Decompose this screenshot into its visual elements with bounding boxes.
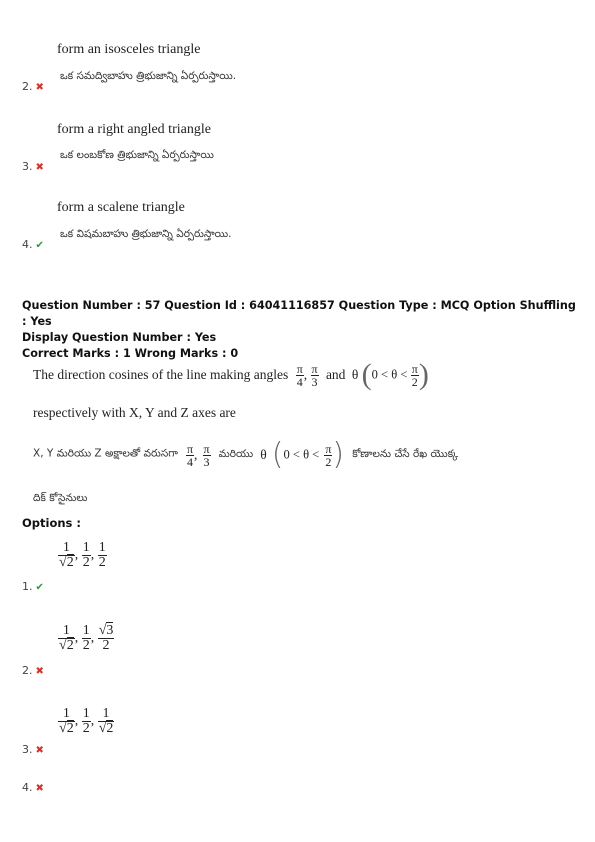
frac-1-root2: $\frac{1}{√2}$ — [59, 706, 74, 736]
frac-pi-3: $\frac{\pi}{3}$ — [311, 361, 318, 389]
frac-pi-4: $\frac{\pi}{4}$ — [296, 361, 303, 389]
option-number: 2. — [22, 80, 33, 93]
option-number: 1. — [22, 580, 33, 593]
frac-1-2: $\frac{1}{2}$ — [82, 623, 90, 653]
frac-pi-2-te: $\frac{\pi}{2}$ — [325, 441, 332, 469]
option-number: 4. — [22, 781, 33, 794]
prev-option-3-number — [22, 160, 44, 173]
frac-pi-3-te: $\frac{\pi}{3}$ — [203, 441, 210, 469]
frac-1-2: $\frac{1}{2}$ — [98, 540, 106, 570]
question-meta — [22, 298, 582, 362]
prev-option-2-number — [22, 80, 44, 93]
option-3-number — [22, 743, 44, 756]
frac-1-2: $\frac{1}{2}$ — [82, 706, 90, 736]
option-3-math: $\frac{1}{√2}$ , $\frac{1}{2}$ , $\frac{1}{√2}$ — [59, 706, 114, 736]
prev-option-2-english: form an isosceles triangle — [57, 42, 201, 57]
frac-1-root2: $\frac{1}{√2}$ — [59, 540, 74, 570]
prev-option-3-telugu: ఒక లంబకోణ త్రిభుజాన్ని ఏర్పరుస్తాయి — [60, 149, 214, 161]
correct-mark-icon: ✔ — [35, 582, 44, 593]
option-number: 2. — [22, 664, 33, 677]
prev-option-3-english: form a right angled triangle — [57, 122, 211, 137]
question-telugu-line1: X, Y మరియు Z అక్షాలతో వరుసగా $\frac{\pi}{4}$ , $\frac{\pi}{3}$ మరియు θ (0 < θ < $\frac{\pi}{2}$ ) కోణాలను చేసే రేఖ యొక్క — [33, 437, 459, 472]
right-paren-te: ) — [332, 437, 345, 472]
left-paren-te: ( — [271, 437, 284, 472]
frac-root3-2: $\frac{√3}{2}$ — [98, 623, 114, 653]
wrong-mark-icon: ✖ — [35, 666, 44, 677]
theta-symbol-te: θ — [260, 447, 267, 462]
wrong-mark-icon: ✖ — [35, 162, 44, 173]
left-paren: ( — [361, 358, 372, 391]
wrong-mark-icon: ✖ — [35, 783, 44, 794]
right-paren: ) — [418, 358, 429, 391]
question-te-prefix: X, Y మరియు Z అక్షాలతో వరుసగా — [33, 447, 178, 460]
option-number: 4. — [22, 238, 33, 251]
correct-mark-icon: ✔ — [35, 240, 44, 251]
prev-option-4-telugu: ఒక విషమబాహు త్రిభుజాన్ని ఏర్పరుస్తాయి. — [60, 228, 232, 240]
theta-condition: 0 < θ < — [371, 367, 408, 382]
option-number: 3. — [22, 160, 33, 173]
question-te-and: మరియు — [218, 447, 254, 460]
options-label: Options : — [22, 516, 81, 530]
question-te-suffix: కోణాలను చేసే రేఖ యొక్క — [352, 447, 459, 460]
frac-pi-4-te: $\frac{\pi}{4}$ — [186, 441, 194, 469]
question-telugu-line2: దిక్ కోసైనులు — [33, 492, 88, 504]
question-meta-line2: Display Question Number : Yes — [22, 331, 217, 344]
frac-1-2: $\frac{1}{2}$ — [82, 540, 90, 570]
prev-option-4-english: form a scalene triangle — [57, 200, 185, 215]
question-meta-line3: Correct Marks : 1 Wrong Marks : 0 — [22, 347, 239, 360]
option-number: 3. — [22, 743, 33, 756]
wrong-mark-icon: ✖ — [35, 82, 44, 93]
theta-condition-te: 0 < θ < — [283, 447, 320, 462]
theta-symbol: θ — [351, 367, 359, 382]
wrong-mark-icon: ✖ — [35, 745, 44, 756]
option-1-math: $\frac{1}{√2}$ , $\frac{1}{2}$ , $\frac{1}{2}$ — [59, 540, 106, 570]
question-english-line2: respectively with X, Y and Z axes are — [33, 405, 236, 420]
option-2-number — [22, 664, 44, 677]
frac-1-root2: $\frac{1}{√2}$ — [98, 706, 114, 736]
question-meta-line1: Question Number : 57 Question Id : 64041116857 Question Type : MCQ Option Shuffling : Yes — [22, 299, 576, 328]
option-1-number — [22, 580, 44, 593]
prev-option-4-number — [22, 238, 44, 251]
question-and: and — [325, 367, 346, 382]
frac-1-root2: $\frac{1}{√2}$ — [59, 623, 74, 653]
option-2-math: $\frac{1}{√2}$ , $\frac{1}{2}$ , $\frac{√3}{2}$ — [59, 623, 114, 653]
option-4-number — [22, 781, 44, 794]
question-en-prefix: The direction cosines of the line making angles — [33, 367, 289, 382]
prev-option-2-telugu: ఒక సమద్విబాహు త్రిభుజాన్ని ఏర్పరుస్తాయి. — [60, 70, 237, 82]
frac-pi-2: $\frac{\pi}{2}$ — [411, 361, 418, 389]
question-english-line1: The direction cosines of the line making angles $\frac{\pi}{4}$ , $\frac{\pi}{3}$ and θ (0 < θ < $\frac{\pi}{2}$ ) — [33, 358, 429, 391]
